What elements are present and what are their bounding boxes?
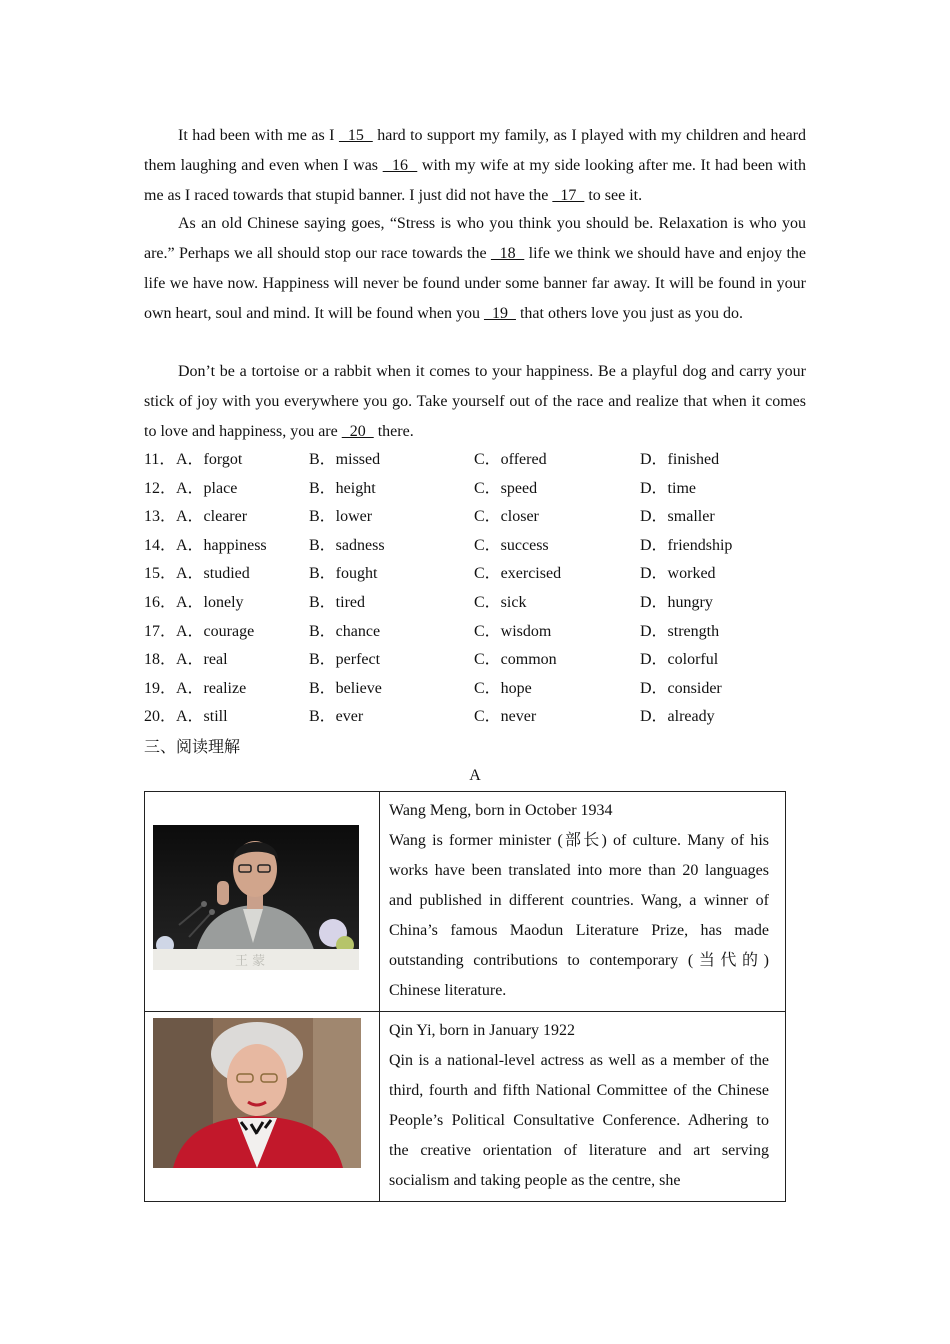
- option-c: C．exercised: [474, 565, 562, 583]
- option-d: D．hungry: [640, 594, 713, 611]
- qin-yi-photo: [153, 1018, 361, 1168]
- blank-18: 18: [490, 245, 525, 262]
- question-row-15: [144, 560, 806, 588]
- option-d: D．worked: [640, 565, 716, 583]
- bio-body: Wang is former minister (部长) of culture. Many of his works have been translated into more than 20 languages and published in different countries. Wang, a winner of China’s famous Maodun Literature Prize, has made outstanding contributions to contemporary (当代的) Chinese literature.: [389, 832, 769, 999]
- option-a: A．still: [176, 708, 228, 726]
- option-d: D．consider: [640, 679, 722, 697]
- option-b: B．perfect: [309, 651, 381, 669]
- option-d: D．friendship: [640, 536, 733, 554]
- column-divider: [379, 792, 380, 1011]
- option-d: D．strength: [640, 622, 720, 640]
- option-a: A．happiness: [176, 536, 267, 554]
- cloze-text: there.: [373, 423, 414, 440]
- question-row-13: [144, 503, 806, 531]
- option-a: A．studied: [176, 565, 250, 583]
- question-row-12: [144, 475, 806, 503]
- question-row-11: [144, 446, 806, 474]
- bio-table: [144, 791, 786, 1202]
- question-number: 16．: [144, 594, 177, 611]
- option-b: B．fought: [309, 565, 378, 583]
- question-row-20: [144, 703, 806, 731]
- blank-17: 17: [552, 187, 585, 204]
- column-divider: [379, 1012, 380, 1201]
- option-a: A．place: [176, 479, 238, 497]
- bio-row-qin-yi: [145, 1012, 785, 1201]
- option-d: D．colorful: [640, 651, 719, 669]
- blank-16: 16: [382, 157, 418, 174]
- cloze-text: hard to support my family, as I played with my children and heard them laughing and even when I was: [144, 127, 807, 174]
- section-title: 三、阅读理解: [144, 737, 241, 756]
- cloze-text: It had been with me as I: [178, 127, 339, 144]
- option-c: C．never: [474, 708, 537, 726]
- option-d: D．already: [640, 708, 715, 726]
- question-number: 12．: [144, 479, 177, 497]
- option-d: D．finished: [640, 451, 720, 468]
- option-a: A．courage: [176, 622, 255, 640]
- option-d: D．smaller: [640, 508, 715, 526]
- option-b: B．missed: [309, 451, 381, 468]
- question-number: 19．: [144, 679, 177, 697]
- cloze-text: Don’t be a tortoise or a rabbit when it comes to your happiness. Be a playful dog and carry your stick of joy with you everywhere you go. Take yourself out of the race and realize that when it comes to love and happiness, you are: [144, 363, 806, 440]
- question-row-14: [144, 532, 806, 560]
- option-a: A．forgot: [176, 451, 243, 468]
- cloze-text: life we think we should have and enjoy the life we have now. Happiness will never be found under some banner far away. It will be found in your own heart, soul and mind. It will be found when you: [144, 245, 807, 322]
- option-c: C．sick: [474, 594, 527, 611]
- cloze-paragraph-2: [144, 209, 806, 329]
- option-b: B．believe: [309, 679, 382, 697]
- option-b: B．height: [309, 479, 376, 497]
- bio-heading: Wang Meng, born in October 1934: [389, 802, 613, 819]
- option-a: A．real: [176, 651, 228, 669]
- question-row-16: [144, 589, 806, 617]
- option-b: B．sadness: [309, 536, 385, 554]
- cloze-text: with my wife at my side looking after me. It had been with me as I raced towards that stupid banner. I just did not have the: [144, 157, 807, 204]
- option-b: B．ever: [309, 708, 364, 726]
- cloze-text: As an old Chinese saying goes, “Stress is who you think you should be. Relaxation is who you are.” Perhaps we all should stop our race towards the: [144, 215, 806, 262]
- bio-heading: Qin Yi, born in January 1922: [389, 1022, 576, 1039]
- option-a: A．realize: [176, 679, 247, 697]
- nameplate-text: 王 蒙: [235, 954, 266, 969]
- option-d: D．time: [640, 479, 696, 497]
- option-a: A．lonely: [176, 594, 244, 611]
- option-c: C．hope: [474, 679, 532, 697]
- question-row-17: [144, 618, 806, 646]
- question-number: 11．: [144, 451, 176, 468]
- question-row-18: [144, 646, 806, 674]
- blank-19: 19: [483, 305, 516, 322]
- option-c: C．offered: [474, 451, 547, 468]
- question-number: 20．: [144, 708, 177, 726]
- bio-body: Qin is a national-level actress as well as a member of the third, fourth and fifth National Committee of the Chinese People’s Political Consultative Conference. Adhering to the creative orientation of literature and art serving socialism and taking people as the centre, she: [389, 1052, 769, 1189]
- blank-20: 20: [341, 423, 374, 440]
- option-c: C．wisdom: [474, 622, 552, 640]
- option-b: B．tired: [309, 594, 365, 611]
- question-number: 15．: [144, 565, 177, 583]
- bio-row-wang-meng: [145, 792, 785, 1012]
- question-number: 18．: [144, 651, 177, 669]
- cloze-text: to see it.: [584, 187, 643, 204]
- passage-label: A: [469, 767, 481, 784]
- option-b: B．chance: [309, 622, 381, 640]
- option-c: C．success: [474, 536, 549, 554]
- option-a: A．clearer: [176, 508, 248, 526]
- wang-meng-photo: [153, 825, 359, 970]
- option-c: C．speed: [474, 479, 538, 497]
- question-number: 13．: [144, 508, 177, 526]
- qin-yi-bio: [389, 1018, 769, 1196]
- question-row-19: [144, 675, 806, 703]
- blank-15: 15: [338, 127, 373, 144]
- question-number: 14．: [144, 536, 177, 554]
- wang-meng-bio: [389, 798, 769, 1006]
- option-c: C．common: [474, 651, 557, 669]
- question-number: 17．: [144, 622, 177, 640]
- option-c: C．closer: [474, 508, 539, 526]
- option-b: B．lower: [309, 508, 373, 526]
- cloze-text: that others love you just as you do.: [515, 305, 744, 322]
- cloze-paragraph-3: [144, 357, 806, 447]
- cloze-paragraph-1: [144, 121, 806, 211]
